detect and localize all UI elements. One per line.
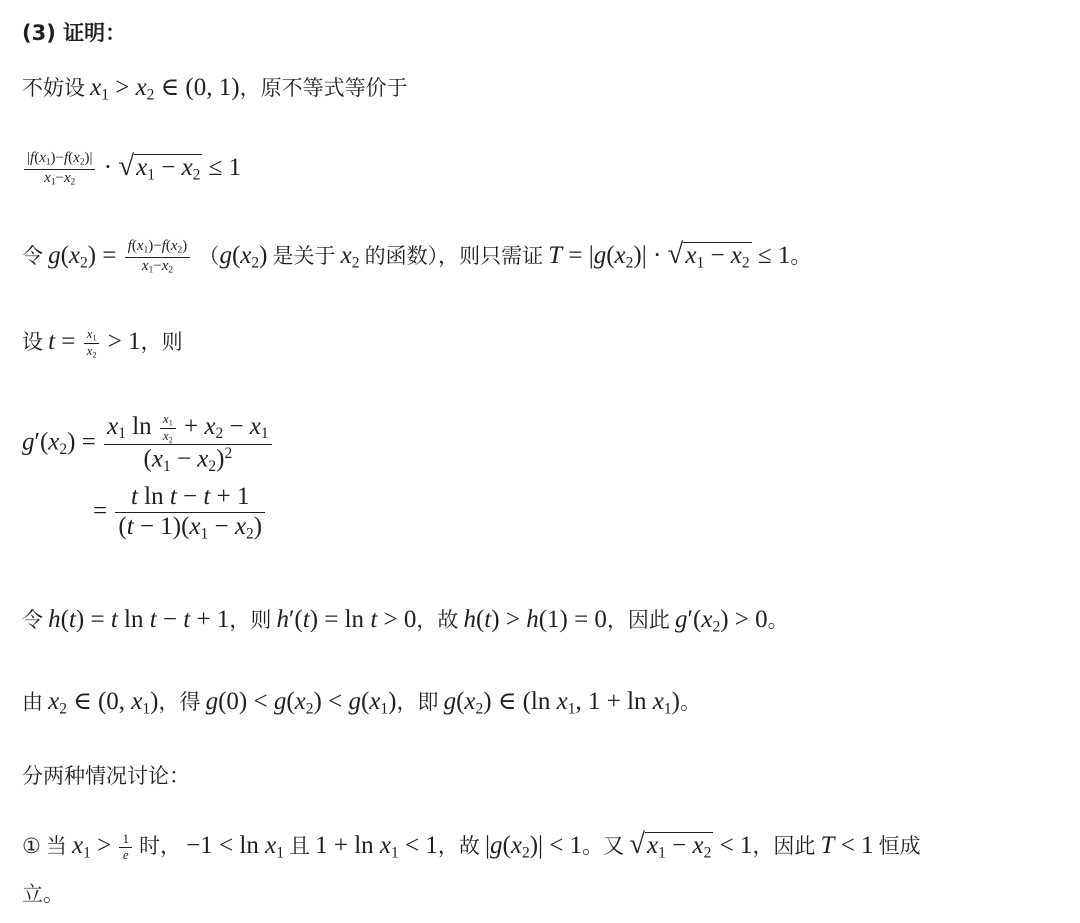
equivalent-inequality: $\frac{|f(x_1)-f(x_2)|}{x_1-x_2}$ · $√x_1 - x_2 \le 1$ [22,150,241,188]
define-t-line: 设 t = $\frac{x_1}{x_2}$ > 1，则 [22,326,183,360]
define-h-line: 令 h(t) = t ln t − t + 1，则 h′(t) = ln t > 0，故 h(t) > h(1) = 0，因此 $g'(x_2) > 0$。 [22,606,789,636]
range-line: 由 $x_2$ ∈ (0, $x_1$)，得 $g(0) < g(x_2) < g(x_1)$，即 $g(x_2)$ ∈ (ln $x_1$, $1 + \ln x_1$)。 [22,688,701,718]
cases-intro: 分两种情况讨论： [22,764,190,788]
case-one-continuation: 立。 [22,882,64,906]
case-one-line: ① 当 $x_1$ > $\frac{1}{e}$ 时， $-1 < \ln x_1$ 且 $1 + \ln x_1 < 1$，故 $|g(x_2)| < 1$。又 $√x_1 - x_2 < 1$，因此 T < 1 恒成 [22,828,921,862]
define-g-line: 令 $g(x_2)$ = $\frac{f(x_1)-f(x_2)}{x_1-x_2}$ （$g(x_2)$ 是关于 $x_2$ 的函数），则只需证 $T = |g(x_2)| \cdot √x_1 - x_2 \le 1$。 [22,238,812,276]
assumption-line: 不妨设 $x_1 > x_2$ ∈ (0, 1)，原不等式等价于 [22,74,408,104]
section-heading: (3) 证明： [22,21,127,45]
